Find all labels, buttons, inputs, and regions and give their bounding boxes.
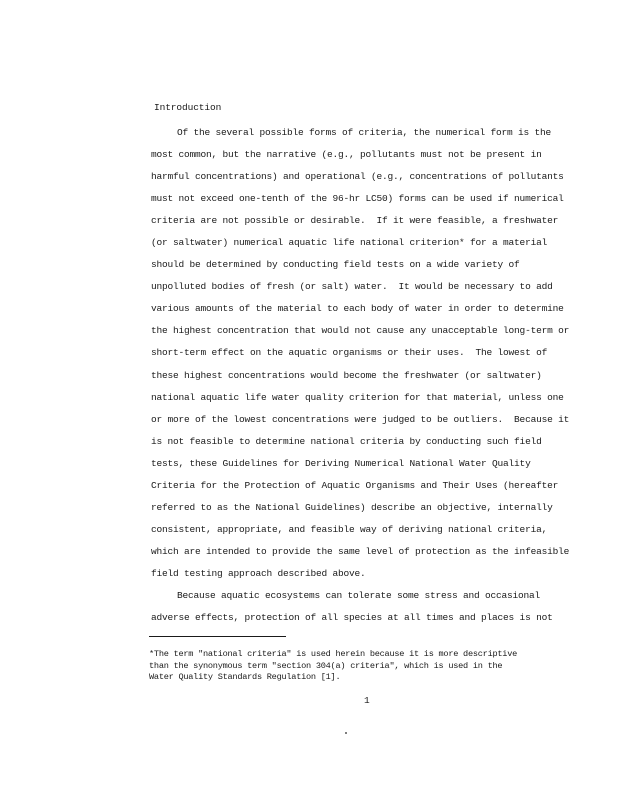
text-line: field testing approach described above. bbox=[151, 567, 366, 579]
text-line: criteria are not possible or desirable. If it were feasible, a freshwater bbox=[151, 215, 559, 227]
text-line: (or saltwater) numerical aquatic life national criterion* for a material bbox=[151, 237, 548, 249]
footnote-divider bbox=[149, 636, 286, 637]
text-line: Criteria for the Protection of Aquatic Organisms and Their Uses (hereafter bbox=[151, 479, 559, 491]
text-line: must not exceed one-tenth of the 96-hr LC50) forms can be used if numerical bbox=[151, 193, 564, 205]
text-line: Because aquatic ecosystems can tolerate some stress and occasional bbox=[177, 589, 541, 601]
section-heading: Introduction bbox=[154, 102, 222, 113]
footnote-line: *The term "national criteria" is used herein because it is more descriptive bbox=[149, 649, 518, 659]
text-line: adverse effects, protection of all species at all times and places is not bbox=[151, 612, 553, 624]
text-line: the highest concentration that would not cause any unacceptable long-term or bbox=[151, 325, 570, 337]
text-line: harmful concentrations) and operational (e.g., concentrations of pollutants bbox=[151, 171, 564, 183]
text-line: tests, these Guidelines for Deriving Numerical National Water Quality bbox=[151, 457, 531, 469]
footnote-line: Water Quality Standards Regulation [1]. bbox=[149, 672, 341, 682]
footnote-line: than the synonymous term "section 304(a) criteria", which is used in the bbox=[149, 660, 503, 671]
text-line: referred to as the National Guidelines) describe an objective, internally bbox=[151, 501, 553, 513]
text-line: unpolluted bodies of fresh (or salt) water. It would be necessary to add bbox=[151, 281, 553, 293]
text-line: Of the several possible forms of criteria, the numerical form is the bbox=[177, 127, 552, 138]
text-line: which are intended to provide the same level of protection as the infeasible bbox=[151, 545, 570, 557]
text-line: short-term effect on the aquatic organisms or their uses. The lowest of bbox=[151, 347, 548, 359]
text-line: most common, but the narrative (e.g., pollutants must not be present in bbox=[151, 149, 542, 161]
text-line: consistent, appropriate, and feasible way of deriving national criteria, bbox=[151, 523, 548, 535]
text-line: various amounts of the material to each body of water in order to determine bbox=[151, 303, 564, 315]
text-line: national aquatic life water quality criterion for that material, unless one bbox=[151, 391, 564, 403]
page-number: 1 bbox=[364, 695, 370, 706]
scan-speck bbox=[345, 732, 347, 734]
text-line: is not feasible to determine national criteria by conducting such field bbox=[151, 435, 542, 447]
text-line: these highest concentrations would become the freshwater (or saltwater) bbox=[151, 369, 542, 381]
text-line: or more of the lowest concentrations were judged to be outliers. Because it bbox=[151, 413, 570, 425]
body-text bbox=[151, 122, 576, 629]
text-line: should be determined by conducting field tests on a wide variety of bbox=[151, 259, 520, 271]
footnote bbox=[149, 649, 579, 684]
